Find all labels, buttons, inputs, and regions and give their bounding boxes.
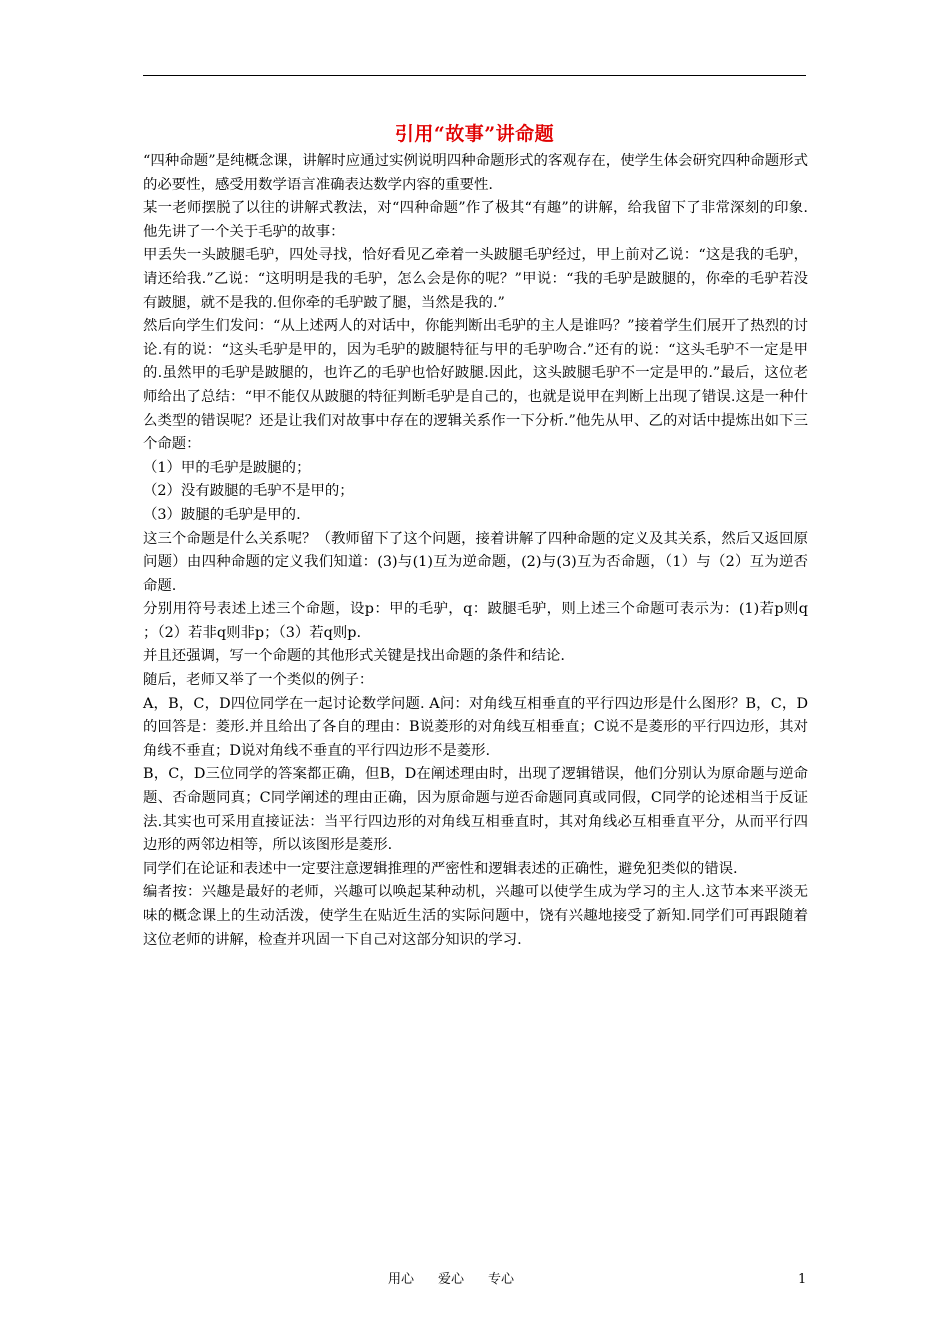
footer-motto-2: 爱心 <box>438 1272 465 1287</box>
paragraph-analysis: B，C，D三位同学的答案都正确，但B，D在阐述理由时，出现了逻辑错误，他们分别认为原命题与逆命题、否命题同真；C同学阐述的理由正确，因为原命题与逆否命题同真或同假，C同学的论述相当于反证法.其实也可采用直接证法：当平行四边形的对角线互相垂直时，其对角线必互相垂直平分，从而平行四边形的两邻边相等，所以该图形是菱形. <box>143 766 808 854</box>
paragraph-relations: 这三个命题是什么关系呢？（教师留下了这个问题，接着讲解了四种命题的定义及其关系，然后又返回原问题）由四种命题的定义我们知道：(3)与(1)互为逆命题，(2)与(3)互为否命题，（1）与（2）互为逆否命题. <box>143 530 808 594</box>
page-footer <box>0 1268 950 1292</box>
article-body <box>143 150 808 952</box>
proposition-2: （2）没有跛腿的毛驴不是甲的； <box>143 483 354 500</box>
proposition-1: （1）甲的毛驴是跛腿的； <box>143 459 311 476</box>
paragraph-advice: 同学们在论证和表述中一定要注意逻辑推理的严密性和逻辑表述的正确性，避免犯类似的错误. <box>143 860 738 877</box>
paragraph-intro: “四种命题”是纯概念课，讲解时应通过实例说明四种命题形式的客观存在，使学生体会研究四种命题形式的必要性，感受用数学语言准确表达数学内容的重要性. <box>143 153 808 193</box>
footer-motto-1: 用心 <box>388 1272 415 1287</box>
page-number: 1 <box>798 1272 807 1287</box>
paragraph-symbols: 分别用符号表述上述三个命题，设p：甲的毛驴，q：跛腿毛驴，则上述三个命题可表示为：(1)若p则q ；（2）若非q则非p；（3）若q则p. <box>143 601 808 641</box>
article-title: 引用“故事”讲命题 <box>394 123 555 145</box>
paragraph-emphasis: 并且还强调，写一个命题的其他形式关键是找出命题的条件和结论. <box>143 648 565 665</box>
paragraph-example-intro: 随后，老师又举了一个类似的例子： <box>143 672 374 689</box>
footer-motto <box>388 1268 538 1292</box>
footer-motto-3: 专心 <box>488 1272 515 1287</box>
paragraph-discussion: 然后向学生们发问：“从上述两人的对话中，你能判断出毛驴的主人是谁吗？”接着学生们展开了热烈的讨论.有的说：“这头毛驴是甲的，因为毛驴的跛腿特征与甲的毛驴吻合.”还有的说：“这头毛驴不一定是甲的.虽然甲的毛驴是跛腿的，也许乙的毛驴也恰好跛腿.因此，这头跛腿毛驴不一定是甲的.”最后，这位老师给出了总结：“甲不能仅从跛腿的特征判断毛驴是自己的，也就是说甲在判断上出现了错误.这是一种什么类型的错误呢？还是让我们对故事中存在的逻辑关系作一下分析.”他先从甲、乙的对话中提炼出如下三个命题： <box>143 318 808 453</box>
paragraph-teacher: 某一老师摆脱了以往的讲解式教法，对“四种命题”作了极其“有趣”的讲解，给我留下了非常深刻的印象.他先讲了一个关于毛驴的故事： <box>143 200 808 240</box>
proposition-3: （3）跛腿的毛驴是甲的. <box>143 506 301 523</box>
header-rule <box>143 75 806 76</box>
paragraph-story: 甲丢失一头跛腿毛驴，四处寻找，恰好看见乙牵着一头跛腿毛驴经过，甲上前对乙说：“这是我的毛驴，请还给我.”乙说：“这明明是我的毛驴，怎么会是你的呢？”甲说：“我的毛驴是跛腿的，你牵的毛驴若没有跛腿，就不是我的.但你牵的毛驴跛了腿，当然是我的.” <box>143 247 808 311</box>
paragraph-example: A，B，C，D四位同学在一起讨论数学问题. A问：对角线互相垂直的平行四边形是什么图形？B，C，D 的回答是：菱形.并且给出了各自的理由：B说菱形的对角线互相垂直；C说不是菱形的平行四边形，其对角线不垂直；D说对角线不垂直的平行四边形不是菱形. <box>143 695 808 759</box>
paragraph-editor-note: 编者按：兴趣是最好的老师，兴趣可以唤起某种动机，兴趣可以使学生成为学习的主人.这节本来平淡无味的概念课上的生动活泼，使学生在贴近生活的实际问题中，饶有兴趣地接受了新知.同学们可再跟随着这位老师的讲解，检查并巩固一下自己对这部分知识的学习. <box>143 884 808 948</box>
